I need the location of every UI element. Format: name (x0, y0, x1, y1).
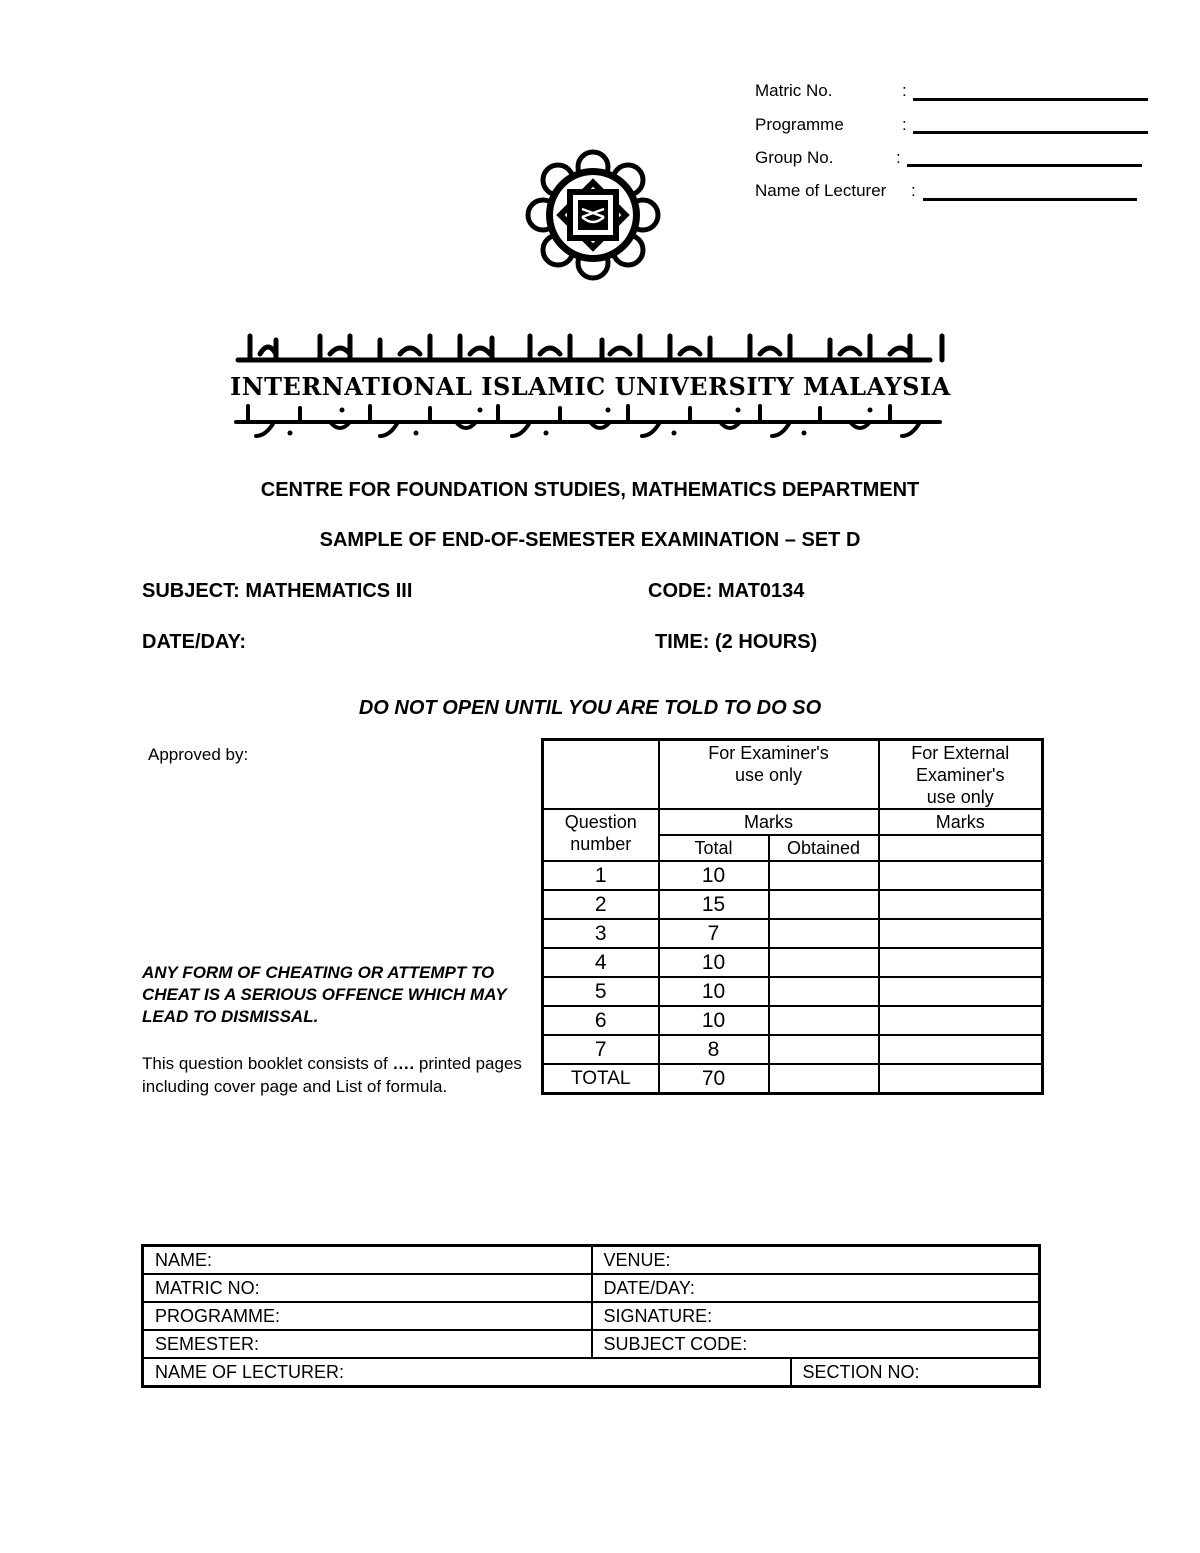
matric-no-colon: : (902, 81, 907, 100)
table-row (543, 1035, 1043, 1064)
university-name-english: INTERNATIONAL ISLAMIC UNIVERSITY MALAYSIA (230, 372, 951, 401)
external-cell[interactable] (879, 919, 1043, 948)
semester-field[interactable]: SEMESTER: (143, 1330, 592, 1358)
signature-field[interactable]: SIGNATURE: (592, 1302, 1040, 1330)
examiner-header: For Examiner's use only (659, 740, 879, 810)
total-cell: 10 (659, 977, 769, 1006)
matric-no-row (755, 81, 832, 101)
external-examiner-header: For External Examiner's use only (879, 740, 1043, 810)
venue-field[interactable]: VENUE: (592, 1246, 1040, 1275)
subject-heading: SUBJECT: MATHEMATICS III (142, 580, 413, 602)
table-row (543, 948, 1043, 977)
section-no-field[interactable]: SECTION NO: (791, 1358, 1040, 1387)
group-no-field[interactable] (907, 164, 1142, 167)
total-cell: 7 (659, 919, 769, 948)
total-cell: 10 (659, 1006, 769, 1035)
group-no-label: Group No. (755, 148, 834, 167)
total-cell: 15 (659, 890, 769, 919)
booklet-note-text: This question booklet consists of (142, 1054, 393, 1073)
cheating-notice: ANY FORM OF CHEATING OR ATTEMPT TO CHEAT IS A SERIOUS OFFENCE WHICH MAY LEAD TO DISMISSAL. (142, 963, 507, 1026)
total-label-cell: TOTAL (543, 1064, 659, 1094)
obtained-cell[interactable] (769, 1006, 879, 1035)
external-cell[interactable] (879, 977, 1043, 1006)
table-row (543, 861, 1043, 890)
obtained-total-cell[interactable] (769, 1064, 879, 1094)
exam-heading: SAMPLE OF END-OF-SEMESTER EXAMINATION – SET D (319, 529, 861, 551)
question-cell: 2 (543, 890, 659, 919)
external-cell[interactable] (879, 948, 1043, 977)
matric-no-field[interactable] (913, 98, 1148, 101)
group-no-row (755, 148, 833, 168)
name-field[interactable]: NAME: (143, 1246, 592, 1275)
page-count-placeholder: …. (392, 1054, 415, 1073)
obtained-cell[interactable] (769, 948, 879, 977)
programme-field-cell[interactable]: PROGRAMME: (143, 1302, 592, 1330)
total-cell: 10 (659, 948, 769, 977)
lecturer-colon: : (911, 181, 916, 200)
marks-table (541, 738, 1044, 1095)
question-cell: 3 (543, 919, 659, 948)
university-name-jawi (230, 402, 950, 442)
total-cell: 8 (659, 1035, 769, 1064)
total-cell: 10 (659, 861, 769, 890)
approved-by-label: Approved by: (148, 745, 249, 764)
external-cell[interactable] (879, 890, 1043, 919)
table-row (543, 890, 1043, 919)
student-details-table (141, 1244, 1041, 1388)
question-cell: 5 (543, 977, 659, 1006)
external-marks-blank[interactable] (879, 835, 1043, 861)
external-cell[interactable] (879, 861, 1043, 890)
table-row (543, 919, 1043, 948)
question-cell: 1 (543, 861, 659, 890)
programme-label: Programme (755, 115, 844, 134)
lecturer-field[interactable] (923, 198, 1137, 201)
marks-header: Marks (659, 809, 879, 835)
date-day-field[interactable]: DATE/DAY: (592, 1274, 1040, 1302)
booklet-note (142, 1052, 532, 1098)
obtained-cell[interactable] (769, 1035, 879, 1064)
time-heading: TIME: (2 HOURS) (655, 631, 818, 653)
external-cell[interactable] (879, 1035, 1043, 1064)
subject-code-field[interactable]: SUBJECT CODE: (592, 1330, 1040, 1358)
obtained-cell[interactable] (769, 890, 879, 919)
code-heading: CODE: MAT0134 (648, 580, 805, 602)
do-not-open-warning: DO NOT OPEN UNTIL YOU ARE TOLD TO DO SO (358, 697, 822, 719)
group-no-colon: : (896, 148, 901, 167)
centre-heading: CENTRE FOR FOUNDATION STUDIES, MATHEMATICS DEPARTMENT (260, 479, 920, 501)
external-marks-header: Marks (879, 809, 1043, 835)
external-cell[interactable] (879, 1006, 1043, 1035)
question-cell: 7 (543, 1035, 659, 1064)
question-number-header: Question number (543, 809, 659, 861)
university-logo-icon (523, 147, 663, 283)
external-total-cell[interactable] (879, 1064, 1043, 1094)
booklet-note-rest: printed pages including cover page and List of formula. (142, 1054, 522, 1096)
lecturer-label: Name of Lecturer (755, 181, 887, 200)
lecturer-name-field[interactable]: NAME OF LECTURER: (143, 1358, 791, 1387)
matric-no-label: Matric No. (755, 81, 833, 100)
obtained-cell[interactable] (769, 919, 879, 948)
grand-total-cell: 70 (659, 1064, 769, 1094)
table-row (543, 977, 1043, 1006)
total-header: Total (659, 835, 769, 861)
table-row (543, 1006, 1043, 1035)
matric-field[interactable]: MATRIC NO: (143, 1274, 592, 1302)
obtained-header: Obtained (769, 835, 879, 861)
programme-colon: : (902, 115, 907, 134)
table-row-total (543, 1064, 1043, 1094)
question-cell: 6 (543, 1006, 659, 1035)
date-heading: DATE/DAY: (142, 631, 247, 653)
question-cell: 4 (543, 948, 659, 977)
obtained-cell[interactable] (769, 977, 879, 1006)
university-name-arabic (230, 330, 950, 370)
lecturer-row (755, 181, 886, 201)
marks-table-corner (543, 740, 659, 810)
programme-field[interactable] (913, 131, 1148, 134)
obtained-cell[interactable] (769, 861, 879, 890)
programme-row (755, 115, 844, 135)
